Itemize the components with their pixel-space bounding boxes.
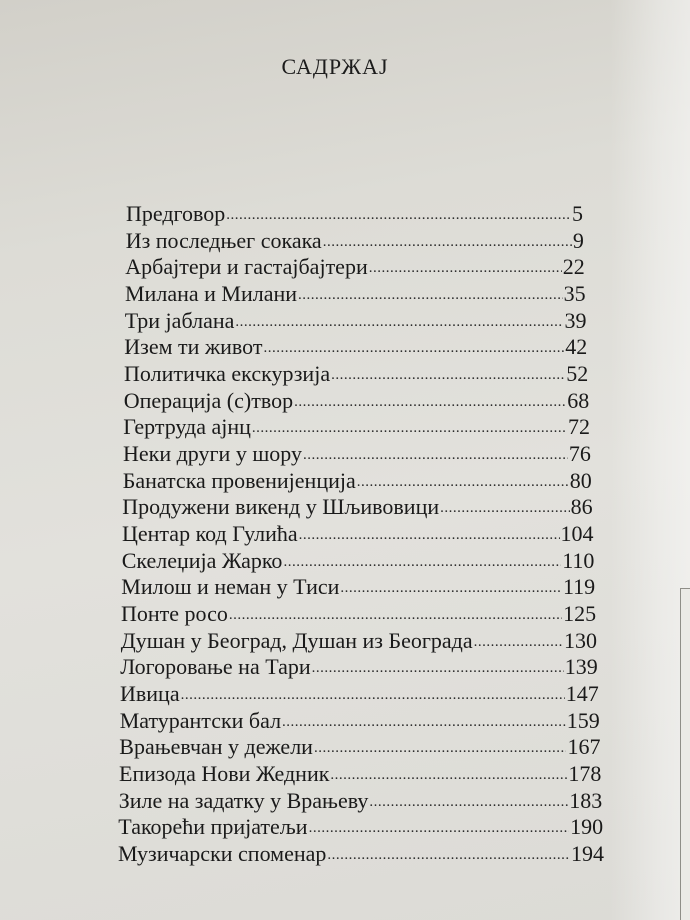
toc-entry-page: 35 [563, 281, 586, 306]
toc-entry [125, 281, 586, 309]
toc-entry [122, 548, 595, 576]
toc-entry-title: Логоровање на Тари [120, 654, 311, 680]
toc-entry-title: Банатска провенијенција [122, 467, 356, 493]
toc-dot-leader [327, 847, 570, 864]
toc-dot-leader [340, 580, 562, 597]
toc-entry-title: Врањевчан у дежели [119, 734, 313, 760]
toc-entry [120, 654, 598, 682]
toc-dot-leader [330, 767, 567, 784]
toc-entry-title: Предговор [126, 201, 226, 226]
toc-entry-page: 86 [570, 494, 593, 520]
toc-dot-leader [252, 420, 567, 437]
toc-entry-page: 167 [567, 734, 601, 760]
toc-dot-leader [312, 660, 564, 677]
toc-dot-leader [229, 607, 562, 624]
toc-entry-page: 147 [565, 681, 599, 706]
toc-entry-page: 190 [570, 814, 604, 840]
toc-entry-title: Милана и Милани [125, 281, 298, 306]
toc-entry-title: Изем ти живот [124, 334, 263, 360]
toc-entry-page: 39 [564, 307, 587, 333]
toc-entry-page: 80 [569, 467, 592, 493]
toc-entry-title: Милош и неман у Тиси [121, 574, 340, 600]
toc-dot-leader [299, 527, 560, 544]
toc-entry [122, 521, 594, 549]
toc-dot-leader [440, 500, 569, 517]
toc-dot-leader [309, 820, 570, 837]
toc-entry-page: 5 [572, 201, 583, 226]
toc-entry-title: Продужени викенд у Шљивовици [122, 494, 440, 520]
toc-entry-title: Такорећи пријатељи [118, 814, 308, 840]
toc-entry [123, 414, 590, 442]
toc-entry [119, 761, 601, 789]
toc-entry-page: 183 [569, 787, 603, 813]
toc-entry-title: Душан у Београд, Душан из Београда [120, 627, 473, 653]
toc-entry [118, 814, 603, 842]
toc-entry [121, 574, 595, 602]
toc-dot-leader [181, 687, 565, 704]
toc-dot-leader [474, 634, 563, 651]
toc-entry-title: Операција (с)твор [123, 387, 294, 413]
toc-entry-page: 194 [571, 841, 604, 866]
toc-entry [121, 628, 597, 656]
toc-entry-page: 130 [563, 627, 597, 653]
toc-entry-title: Из последњег сокака [125, 227, 322, 253]
toc-dot-leader [282, 714, 566, 731]
toc-entry [119, 788, 603, 816]
toc-entry-page: 178 [568, 761, 602, 786]
toc-entry-title: Матурантски бал [119, 707, 282, 733]
toc-entry-title: Гертруда ајнц [123, 414, 251, 440]
toc-entry [120, 681, 599, 709]
toc-entry [123, 441, 591, 469]
toc-entry [120, 708, 600, 736]
toc-entry [125, 254, 584, 282]
toc-entry-page: 159 [566, 707, 600, 733]
toc-entry-page: 42 [565, 334, 588, 360]
toc-entry-title: Зиле на задатку у Врањеву [118, 787, 369, 813]
toc-entry [125, 308, 587, 336]
toc-entry [122, 494, 592, 522]
toc-entry-page: 125 [563, 601, 597, 626]
toc-entry-page: 110 [562, 547, 595, 573]
toc-dot-leader [369, 260, 562, 277]
toc-entry [124, 334, 587, 362]
toc-entry-page: 52 [566, 361, 589, 386]
toc-entry-page: 22 [562, 254, 585, 280]
toc-entry [126, 228, 584, 256]
toc-dot-leader [263, 340, 564, 357]
toc-entry-page: 119 [563, 574, 596, 600]
toc-entry-page: 72 [567, 414, 590, 440]
toc-entry-title: Три јаблана [124, 307, 235, 333]
toc-entry-title: Ивица [120, 681, 180, 706]
toc-entry-page: 68 [567, 387, 590, 413]
toc-entry [123, 468, 592, 496]
toc-dot-leader [314, 740, 567, 757]
toc-entry [126, 201, 583, 229]
toc-entry-title: Центар код Гулића [122, 521, 298, 546]
toc-entry-title: Музичарски споменар [118, 841, 327, 866]
toc-entry [124, 361, 588, 389]
toc-entry-title: Епизода Нови Жедник [119, 761, 330, 786]
toc-dot-leader [323, 234, 572, 251]
toc-entry-title: Арбајтери и гастајбајтери [125, 254, 368, 280]
toc-dot-leader [226, 207, 571, 224]
toc-dot-leader [235, 314, 563, 331]
toc-dot-leader [298, 287, 563, 304]
toc-entry-title: Скелеџија Жарко [121, 547, 283, 573]
toc-entry [121, 601, 596, 629]
toc-entry [119, 734, 600, 762]
toc-entry-page: 139 [564, 654, 598, 680]
toc-entry [124, 388, 590, 416]
toc-entry [118, 841, 604, 869]
toc-entry-page: 76 [568, 441, 591, 466]
toc-dot-leader [294, 394, 566, 411]
toc-dot-leader [283, 554, 561, 571]
toc-entry-title: Понте росо [121, 601, 228, 626]
toc-dot-leader [303, 447, 568, 464]
toc-dot-leader [331, 367, 565, 384]
toc-entry-title: Неки други у шору [123, 441, 302, 466]
page-title: САДРЖАЈ [281, 54, 389, 79]
toc-dot-leader [369, 794, 568, 811]
toc-entry-page: 104 [560, 521, 594, 546]
toc-entry-title: Политичка екскурзија [124, 361, 331, 386]
toc-entry-page: 9 [572, 227, 584, 253]
toc-dot-leader [357, 474, 569, 491]
